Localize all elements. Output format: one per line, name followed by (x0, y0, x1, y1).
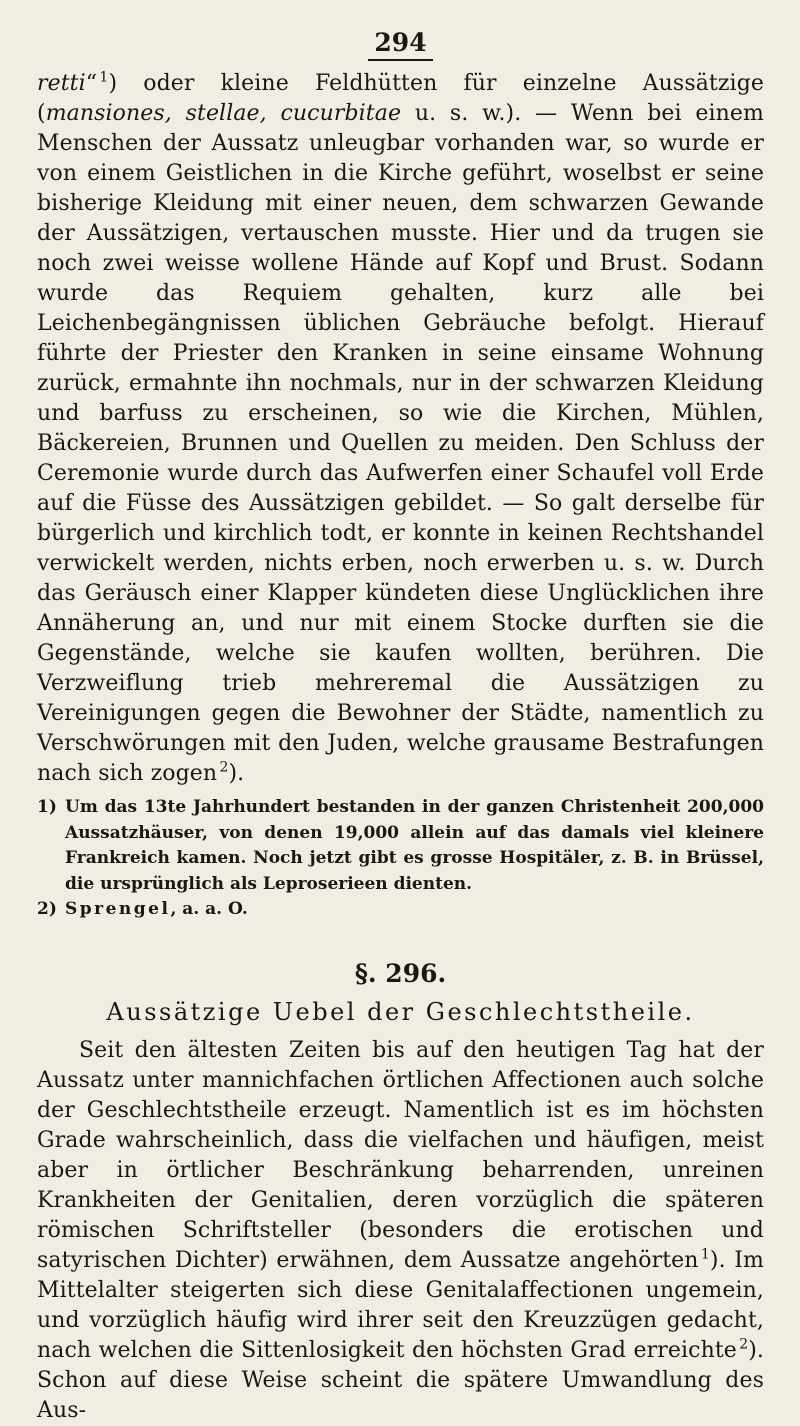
page-number: 294 (37, 28, 764, 61)
italic-term: mansiones, stellae, cucurbitae (45, 101, 402, 126)
author-name: Sprengel (65, 899, 171, 919)
main-text (37, 69, 764, 789)
footnote: 2) Sprengel, a. a. O. (37, 899, 248, 919)
footnote-ref: 2 (219, 759, 229, 776)
footnote-ref: 1 (700, 1246, 710, 1263)
section-number: §. 296. (354, 958, 447, 988)
footnote: 1) Um das 13te Jahrhundert bestanden in der ganzen Christenheit 200,000 Aussatzhäuser, von denen 19,000 allein auf das damals viel kleinere Frankreich kamen. Noch jetzt gibt es grosse Hospitäler, z. B. in Brüssel, die ursprünglich als Leproserieen dienten. (37, 797, 764, 894)
section-text (37, 1036, 764, 1426)
footnote-ref: 2 (739, 1336, 749, 1353)
footnote-ref: 1 (99, 69, 109, 86)
footnotes (37, 795, 764, 923)
section-title: Aussätzige Uebel der Geschlechtstheile. (106, 997, 695, 1026)
paragraph: Seit den ältesten Zeiten bis auf den heutigen Tag hat der Aussatz unter mannichfachen örtlichen Affectionen auch solche der Geschlechtstheile erzeugt. Namentlich ist es im höchsten Grade wahrscheinlich, dass die vielfachen und häufigen, meist aber in örtlicher Beschränkung beharrenden, unreinen Krankheiten der Genitalien, deren vorzüglich die späteren römischen Schriftsteller (besonders die erotischen und satyrischen Dichter) erwähnen, dem Aussatze angehörten $^1$). Im Mittelalter steigerten sich diese Genitalaffectionen ungemein, und vorzüglich häufig wird ihrer seit den Kreuzzügen gedacht, nach welchen die Sittenlosigkeit den höchsten Grad erreichte $^2$). Schon auf diese Weise scheint die spätere Umwandlung des Aus- (37, 1037, 764, 1423)
italic-term: retti (37, 71, 86, 96)
paragraph-continued: retti“ $^1$) oder kleine Feldhütten für einzelne Aussätzige (mansiones, stellae, cucurbitae u. s. w.). — Wenn bei einem Menschen der Aussatz unleugbar vorhanden war, so wurde er von einem Geistlichen in die Kirche geführt, woselbst er seine bisherige Kleidung mit einer neuen, dem schwarzen Gewande der Aussätzigen, vertauschen musste. Hier und da trugen sie noch zwei weisse wollene Hände auf Kopf und Brust. Sodann wurde das Requiem gehalten, kurz alle bei Leichenbegängnissen üblichen Gebräuche befolgt. Hierauf führte der Priester den Kranken in seine einsame Wohnung zurück, ermahnte ihn nochmals, nur in der schwarzen Kleidung und barfuss zu erscheinen, so wie die Kirchen, Mühlen, Bäckereien, Brunnen und Quellen zu meiden. Den Schluss der Ceremonie wurde durch das Aufwerfen einer Schaufel voll Erde auf die Füsse des Aussätzigen gebildet. — So galt derselbe für bürgerlich und kirchlich todt, er konnte in keinen Rechtshandel verwickelt werden, nichts erben, noch erwerben u. s. w. Durch das Geräusch einer Klapper kündeten diese Unglücklichen ihre Annäherung an, und nur mit einem Stocke durften sie die Gegenstände, welche sie kaufen wollten, berühren. Die Verzweiflung trieb mehreremal die Aussätzigen zu Vereinigungen gegen die Bewohner der Städte, namentlich zu Verschwörungen mit den Juden, welche grausame Bestrafungen nach sich zogen $^2$). (37, 69, 764, 786)
